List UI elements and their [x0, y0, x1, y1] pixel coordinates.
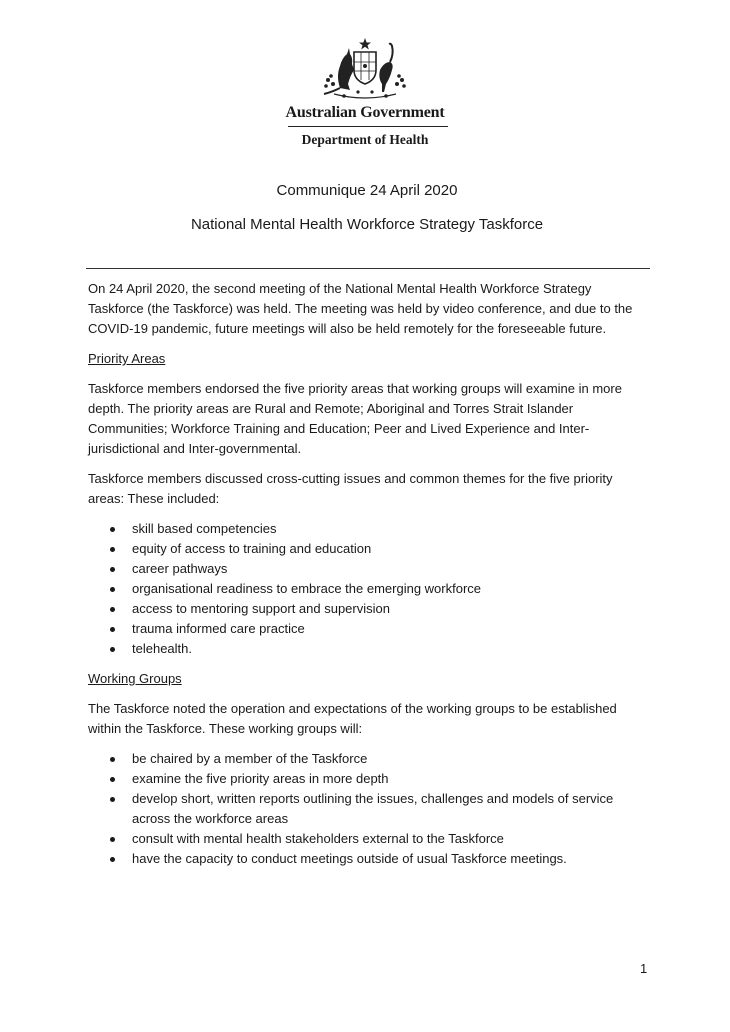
list-item: be chaired by a member of the Taskforce: [88, 749, 650, 769]
themes-list: [88, 519, 650, 659]
themes-paragraph: Taskforce members discussed cross-cutting issues and common themes for the five priority areas: These included:: [88, 471, 613, 506]
list-item: consult with mental health stakeholders external to the Taskforce: [88, 829, 650, 849]
list-item: equity of access to training and education: [88, 539, 650, 559]
document-body: [88, 279, 650, 879]
list-item: examine the five priority areas in more depth: [88, 769, 650, 789]
list-item: have the capacity to conduct meetings outside of usual Taskforce meetings.: [88, 849, 650, 869]
australian-coat-of-arms-icon: [320, 36, 410, 102]
list-item: develop short, written reports outlining the issues, challenges and models of service across the workforce areas: [88, 789, 650, 829]
title-divider: [86, 268, 650, 269]
working-groups-heading: Working Groups: [88, 671, 182, 686]
document-subtitle: National Mental Health Workforce Strategy Taskforce: [190, 216, 544, 233]
list-item: access to mentoring support and supervision: [88, 599, 650, 619]
branding-divider: [288, 126, 448, 127]
list-item: organisational readiness to embrace the emerging workforce: [88, 579, 650, 599]
list-item: career pathways: [88, 559, 650, 579]
list-item: telehealth.: [88, 639, 650, 659]
working-groups-list: [88, 749, 650, 869]
priority-areas-paragraph: Taskforce members endorsed the five priority areas that working groups will examine in more depth. The priority areas are Rural and Remote; Aboriginal and Torres Strait Islander Communities; Workforce Training and Education; Peer and Lived Experience and Inter-jurisdictional and Inter-governmental.: [88, 381, 622, 456]
working-groups-paragraph: The Taskforce noted the operation and expectations of the working groups to be established within the Taskforce. These working groups will:: [88, 701, 617, 736]
document-title: Communique 24 April 2020: [276, 182, 458, 199]
page-number: 1: [640, 961, 648, 976]
list-item: skill based competencies: [88, 519, 650, 539]
list-item: trauma informed care practice: [88, 619, 650, 639]
department-name: Department of Health: [301, 132, 429, 147]
government-name: Australian Government: [285, 104, 445, 121]
priority-areas-heading: Priority Areas: [88, 351, 166, 366]
intro-paragraph: On 24 April 2020, the second meeting of the National Mental Health Workforce Strategy Taskforce (the Taskforce) was held. The meeting was held by video conference, and due to the COVID-19 pandemic, future meetings will also be held remotely for the foreseeable future.: [88, 281, 633, 336]
